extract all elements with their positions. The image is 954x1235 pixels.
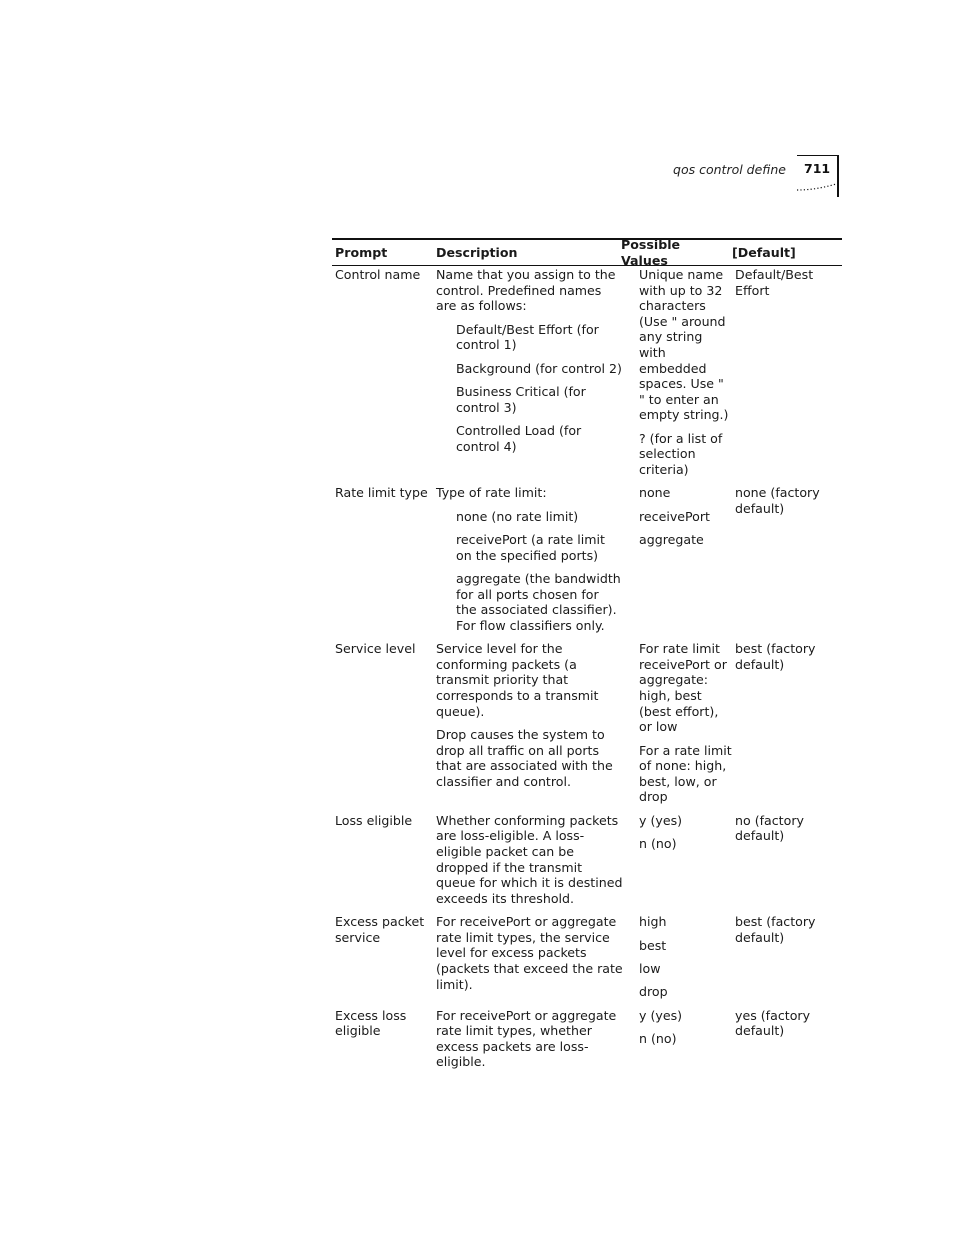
- table-row: [332, 1008, 842, 1078]
- prompt-text: Loss eligible: [335, 812, 413, 828]
- prompt-text: Control name: [335, 267, 421, 282]
- possible-value: best: [639, 937, 667, 953]
- cell-possible-values: [615, 1008, 732, 1078]
- default-value: yes (factory default): [735, 1007, 811, 1039]
- cell-prompt: [332, 485, 433, 641]
- cell-prompt: [332, 914, 433, 1008]
- cell-description: [433, 485, 623, 641]
- header-rule-top: [797, 155, 839, 156]
- column-header-prompt: Prompt: [335, 244, 388, 260]
- prompt-text: Excess loss eligible: [335, 1007, 407, 1039]
- description-paragraph: Drop causes the system to drop all traffic on all ports that are associated with the classifier and control.: [436, 727, 613, 789]
- cell-description: [433, 1008, 623, 1078]
- possible-value: For a rate limit of none: high, best, low, or drop: [639, 742, 732, 805]
- header-dotted-curve: [796, 182, 838, 192]
- table-row: [332, 485, 842, 641]
- table-body: [332, 267, 842, 1078]
- description-item: Business Critical (for control 3): [456, 383, 586, 415]
- possible-value: Unique name with up to 32 characters (Use " around any string with embedded spaces. Use " " to enter an empty string.): [639, 267, 729, 423]
- default-value: best (factory default): [735, 914, 816, 945]
- table-row: [332, 641, 842, 813]
- prompt-text: Excess packet service: [335, 914, 425, 945]
- cell-prompt: [332, 1008, 433, 1078]
- possible-value: n (no): [639, 836, 677, 852]
- description-item: none (no rate limit): [456, 508, 579, 524]
- default-value: no (factory default): [735, 812, 804, 844]
- cell-default: [732, 1008, 834, 1078]
- default-value: none (factory default): [735, 485, 820, 516]
- cell-description: [433, 641, 623, 813]
- description-paragraph: Type of rate limit:: [436, 485, 547, 501]
- possible-value: ? (for a list of selection criteria): [639, 430, 723, 477]
- page-number: 711: [804, 161, 831, 176]
- table-header-row: [332, 236, 842, 268]
- cell-possible-values: [615, 641, 732, 813]
- possible-value: aggregate: [639, 532, 704, 548]
- column-header-possible-values: Possible Values: [621, 236, 681, 268]
- cell-default: [732, 914, 834, 1008]
- description-paragraph: Service level for the conforming packets (a transmit priority that corresponds to a transmit queue).: [436, 641, 599, 719]
- prompt-text: Service level: [335, 641, 416, 657]
- description-paragraph: Name that you assign to the control. Predefined names are as follows:: [436, 267, 616, 314]
- cell-description: [433, 813, 623, 914]
- possible-value: none: [639, 485, 671, 501]
- table-row: [332, 813, 842, 914]
- section-title: qos control define: [673, 162, 786, 177]
- column-header-description: Description: [436, 244, 518, 260]
- cell-possible-values: [615, 485, 732, 641]
- possible-value: y (yes): [639, 1007, 683, 1023]
- cell-default: [732, 485, 834, 641]
- possible-value: drop: [639, 984, 668, 1000]
- prompt-text: Rate limit type: [335, 485, 428, 501]
- cell-prompt: [332, 641, 433, 813]
- cell-possible-values: [615, 914, 732, 1008]
- cell-prompt: [332, 267, 433, 485]
- parameter-table: [332, 238, 842, 1078]
- possible-value: low: [639, 960, 661, 976]
- description-item: Default/Best Effort (for control 1): [456, 321, 599, 353]
- cell-possible-values: [615, 267, 732, 485]
- cell-default: [732, 641, 834, 813]
- possible-value: For rate limit receivePort or aggregate: high, best (best effort), or low: [639, 641, 727, 735]
- possible-value: high: [639, 914, 667, 930]
- description-item: Background (for control 2): [456, 360, 622, 376]
- description-item: Controlled Load (for control 4): [456, 422, 582, 454]
- description-item: aggregate (the bandwidth for all ports chosen for the associated classifier). For flow classifiers only.: [456, 571, 621, 633]
- cell-description: [433, 914, 623, 1008]
- description-paragraph: For receivePort or aggregate rate limit types, whether excess packets are loss-eligible.: [436, 1007, 617, 1070]
- cell-prompt: [332, 813, 433, 914]
- cell-description: [433, 267, 623, 485]
- possible-value: y (yes): [639, 812, 683, 828]
- possible-value: receivePort: [639, 508, 710, 524]
- possible-value: n (no): [639, 1031, 677, 1047]
- description-paragraph: Whether conforming packets are loss-eligible. A loss-eligible packet can be dropped if the transmit queue for which it is destined exceeds its threshold.: [436, 812, 623, 906]
- table-row: [332, 267, 842, 485]
- cell-default: [732, 813, 834, 914]
- default-value: Default/Best Effort: [735, 267, 814, 298]
- cell-possible-values: [615, 813, 732, 914]
- default-value: best (factory default): [735, 641, 816, 672]
- cell-default: [732, 267, 834, 485]
- column-header-default: [Default]: [732, 244, 796, 260]
- table-row: [332, 914, 842, 1008]
- description-item: receivePort (a rate limit on the specified ports): [456, 532, 605, 563]
- description-paragraph: For receivePort or aggregate rate limit types, the service level for excess packets (packets that exceed the rate limit).: [436, 914, 623, 992]
